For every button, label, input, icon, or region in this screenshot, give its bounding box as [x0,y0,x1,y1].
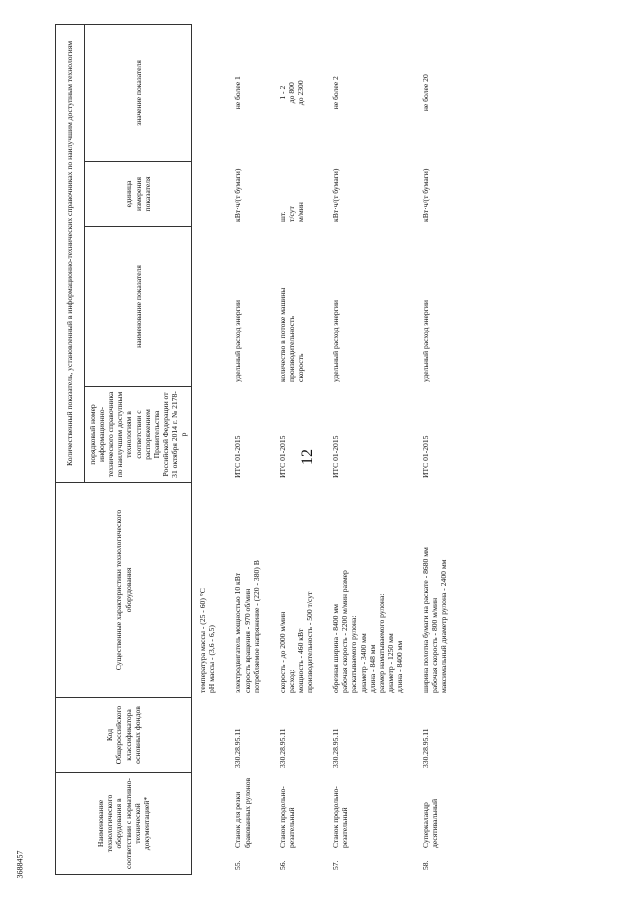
equipment-name: Суперкаландр десятивальный [407,772,451,852]
indicator-name-line: удельный расход энергии [331,300,341,382]
unit-line: кВт·ч/(т бумаги) [421,168,431,222]
header-indicator-group: Количественный показатель, установленный в информационно-технических справочниках по наилучшим доступным технологиям [56,24,85,482]
characteristics-line: мощность - 460 кВт [295,628,305,693]
okof-code: 330.28.95.11 [407,697,451,772]
characteristics-line: раскатываемого рулона: [349,615,359,693]
characteristics-line: электродвигатель мощностью 10 кВт [233,572,243,693]
indicator-name [264,226,317,386]
unit-line: кВт·ч/(т бумаги) [233,168,243,222]
value [264,24,317,161]
characteristics-line: обрезная ширина - 8400 мм [331,604,341,693]
table-row [317,24,407,874]
row-number: 57. [317,853,407,875]
unit-line: шт. [277,211,287,222]
characteristics-line: длина - 848 мм [367,644,377,693]
indicator-name-line: количество в потоке машины [277,287,287,382]
indicator-name-line: удельный расход энергии [421,300,431,382]
chars-line: температура массы - (25 - 60) °С [198,588,208,693]
characteristics-line: длина - 8400 мм [394,640,404,693]
equipment-table [55,24,451,875]
characteristics-line: ширина полотна бумаги на раскате - 8680 мм [421,547,431,693]
indicator-name-line: скорость [295,353,305,382]
unit [264,161,317,226]
indicator-name [317,226,407,386]
okof-code: 330.28.95.11 [219,697,263,772]
header-characteristics: Существенные характеристики технологического оборудования [56,482,192,697]
its-number: ИТС 01-2015 [264,386,317,482]
value-line: не более 1 [233,76,243,110]
continuation-row [192,24,220,874]
table-row [407,24,451,874]
value [317,24,407,161]
characteristics-line: скорость вращения - 970 об/мин [242,588,252,693]
characteristics [219,482,263,697]
document-id: 3688457 [15,850,25,879]
equipment-name: Станок продольно-резательный [264,772,317,852]
characteristics-line: потребляемое напряжение - (220 - 380) В [251,560,261,693]
unit-line: т/сут [286,206,296,222]
unit-line: кВт·ч/(т бумаги) [331,168,341,222]
characteristics-line: расход: [286,669,296,693]
its-number: ИТС 01-2015 [407,386,451,482]
table-body [192,24,452,874]
unit [317,161,407,226]
equipment-name: Станок продольно-резательный [317,772,407,852]
header-equipment-name: Наименование технологического оборудования в соответствии с нормативно-технической документацией* [56,772,192,874]
value-line: до 2300 [295,80,305,106]
indicator-name-line: производительность [286,316,296,382]
unit-line: м/мин [295,202,305,222]
indicator-name [219,226,263,386]
header-indicator-name: наименование показателя [85,226,192,386]
its-number: ИТС 01-2015 [219,386,263,482]
header-its-number: порядковый номер информационно-технического справочника по наилучшим доступным технологиям в соответствии с распоряжением Правительства Российской Федерации от 31 октября 2014 г. № 2178-р [85,386,192,482]
header-value: значение показателя [85,24,192,161]
unit [219,161,263,226]
okof-code: 330.28.95.11 [317,697,407,772]
value-line: до 800 [286,82,296,104]
characteristics-line: размер наматываемого рулона: [376,593,386,693]
characteristics-line: рабочая скорость - 800 м/мин [430,597,440,693]
indicator-name-line: удельный расход энергии [233,300,243,382]
characteristics [264,482,317,697]
header-unit: единица измерения показателя [85,161,192,226]
characteristics [317,482,407,697]
okof-code: 330.28.95.11 [264,697,317,772]
value-line: 1 - 2 [277,85,287,100]
characteristics-line: рабочая скорость - 2200 м/мин размер [340,570,350,693]
unit [407,161,451,226]
row-number: 55. [219,853,263,875]
chars-line: pH массы - (3,6 - 6,5) [207,625,217,693]
characteristics [407,482,451,697]
rotated-table-container [55,25,625,875]
characteristics-line: диаметр - 1250 мм [385,633,395,693]
row-number: 56. [264,853,317,875]
row-number: 58. [407,853,451,875]
characteristics-line: диаметр - 3400 мм [358,633,368,693]
table-row [219,24,263,874]
characteristics-line: скорость - до 2000 м/мин [277,611,287,693]
page-number: 12 [299,449,316,465]
characteristics-line: производительность - 500 т/сут [305,591,315,693]
characteristics-line: максимальный диаметр рулона - 2400 мм [439,559,449,693]
value [407,24,451,161]
its-number: ИТС 01-2015 [317,386,407,482]
indicator-name [407,226,451,386]
continuation-chars [192,482,220,697]
header-okof-code: Код Общероссийского классификатора основных фондов [56,697,192,772]
equipment-name: Станок для резки бракованных рулонов [219,772,263,852]
table-row [264,24,317,874]
value-line: не более 20 [421,74,431,112]
value [219,24,263,161]
value-line: не более 2 [331,76,341,110]
